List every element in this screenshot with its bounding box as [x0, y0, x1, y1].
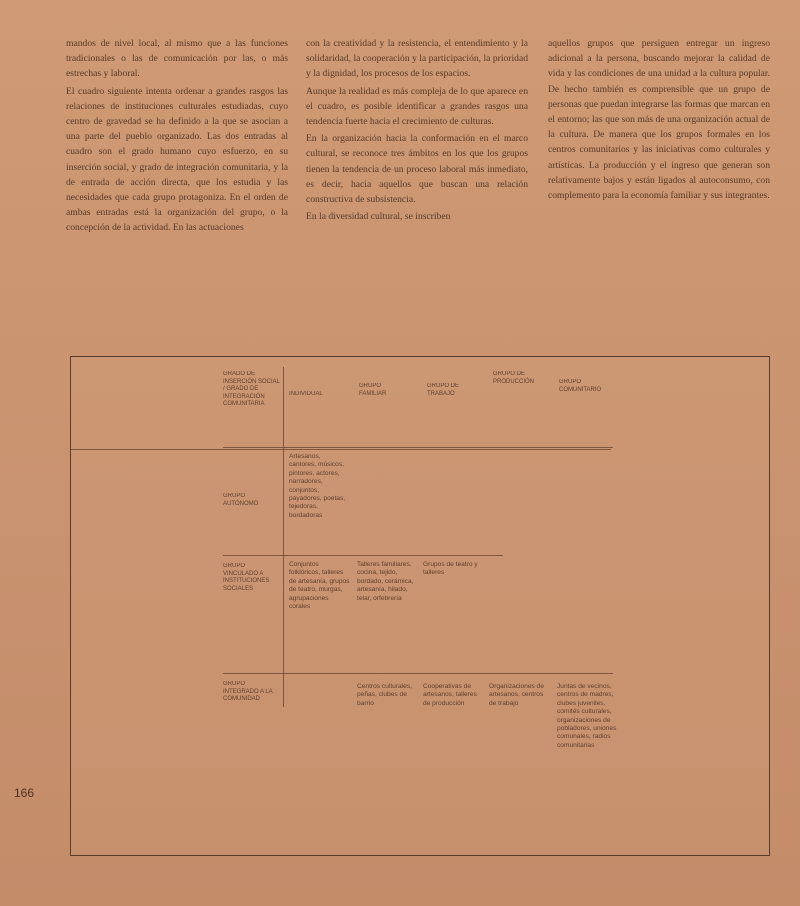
text-column-1	[66, 36, 288, 238]
table-cell: Centros culturales, peñas, clubes de barrio	[357, 683, 412, 707]
column-header: GRUPO DE TRABAJO	[427, 383, 460, 397]
row-header: GRUPO VINCULADO A INSTITUCIONES SOCIALES	[223, 563, 270, 592]
text-column-2	[306, 36, 528, 226]
column-header: GRUPO FAMILIAR	[359, 383, 387, 397]
row-header: GRUPO AUTÓNOMO	[223, 493, 259, 507]
table-cell: Talleres familiares, cocina, tejido, bordado, cerámica, artesanía, hilado, telar, orfebrería	[357, 561, 414, 602]
paragraph: aquellos grupos que persiguen entregar un ingreso adicional a la persona, buscando mejorar la calidad de vida y las condiciones de una unidad a la cultura popular. De hecho también es comprensible que un grupo de personas que puedan integrarse las formas que marcan en el entorno; las que son más de una organización actual de la cultura. De manera que los grupos formales en los centros comunitarios y las iniciativas como culturales y artísticas. La producción y el ingreso que generan son relativamente bajos y están ligados al autoconsumo, con complemento para la economía familiar y sus integrantes.	[548, 38, 770, 202]
paragraph: En la organización hacia la conformación en el marco cultural, se reconoce tres ámbitos en los que los grupos tienen la tendencia de un proceso laboral más inmediato, es decir, hacia aquellos que buscan una relación constructiva de subsistencia.	[306, 133, 528, 206]
page-number: 166	[14, 786, 35, 800]
column-header: INDIVIDUAL	[289, 391, 323, 397]
table-divider	[223, 555, 503, 556]
classification-table	[70, 356, 770, 856]
column-header: GRUPO DE PRODUCCIÓN	[493, 371, 535, 385]
table-cell: Juntas de vecinos, centros de madres, clubes juveniles, comités culturales, organizaciones de pobladores, uniones comunales, radios comunitarias	[557, 683, 617, 749]
table-divider	[71, 449, 611, 450]
table-divider	[283, 367, 284, 707]
paragraph: El cuadro siguiente intenta ordenar a grandes rasgos las relaciones de instituciones culturales estudiadas, cuyo centro de gravedad se ha definido a la que se asocian a una parte del pueblo organizado. Las dos entradas al cuadro son el grado humano cuyo esfuerzo, en su inserción social, y grado de integración comunitaria, y la de entrada de acción directa, que los estudia y las necesidades que cada grupo protagoniza. En el orden de ambas entradas está la organización del grupo, o la concepción de la actividad. En las actuaciones	[66, 85, 288, 234]
table-cell: Conjuntos folklóricos, talleres de artesanía, grupos de teatro, murgas, agrupaciones corales	[289, 561, 350, 611]
table-corner-header: GRADO DE INSERCIÓN SOCIAL / GRADO DE INTEGRACIÓN COMUNITARIA	[223, 371, 280, 408]
row-header: GRUPO INTEGRADO A LA COMUNIDAD	[223, 681, 273, 703]
paragraph: mandos de nivel local, al mismo que a las funciones tradicionales o las de comunicación por las, o más estrechas y laboral.	[66, 38, 288, 80]
table-cell: Artesanos, cantores, músicos, pintores, actores, narradores, conjuntos, payadores, poetas, tejedoras, bordadoras	[289, 453, 346, 519]
paragraph: Aunque la realidad es más compleja de lo que aparece en el cuadro, es posible identificar a grandes rasgos una tendencia fuerte hacia el crecimiento de culturas.	[306, 85, 528, 128]
paragraph: con la creatividad y la resistencia, el entendimiento y la solidaridad, la cooperación y la participación, la prioridad y la dignidad, los procesos de los espacios.	[306, 38, 528, 80]
table-divider	[223, 447, 613, 448]
paragraph: En la diversidad cultural, se inscriben	[306, 211, 451, 223]
column-header: GRUPO COMUNITARIO	[559, 379, 602, 393]
table-cell: Organizaciones de artesanos, centros de trabajo	[489, 683, 544, 707]
text-column-3	[548, 36, 770, 205]
table-divider	[223, 673, 613, 674]
table-cell: Grupos de teatro y talleres	[423, 561, 478, 577]
table-cell: Cooperativas de artesanos, talleres de producción	[423, 683, 477, 707]
